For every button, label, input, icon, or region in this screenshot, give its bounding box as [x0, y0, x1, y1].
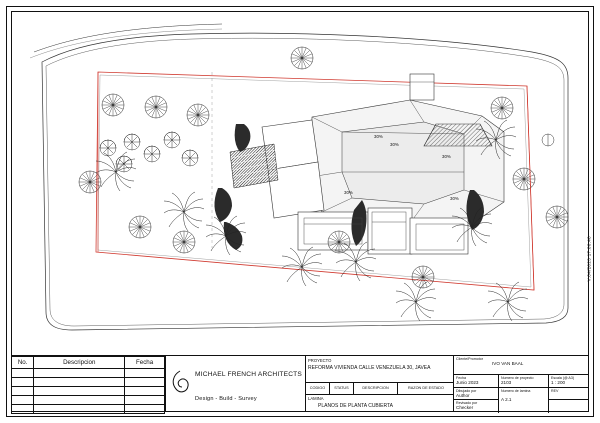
revisado-por-value: Checker	[456, 405, 474, 411]
column-codigo: CODIGO	[306, 382, 330, 394]
revision-cell-descripcion	[34, 369, 125, 378]
revisado-por-label: Revisado por	[456, 401, 478, 405]
numero-lamina-value: A 2.1	[501, 397, 512, 403]
client-label: Cliente/Promotor	[456, 357, 483, 361]
numero-proyecto-cell	[499, 375, 549, 388]
svg-text:30%: 30%	[442, 154, 451, 159]
rev-cell	[549, 388, 589, 400]
revisado-por-cell	[454, 400, 499, 413]
revision-cell-descripcion	[34, 405, 125, 414]
escala-label: Escala (@ A3)	[551, 376, 575, 380]
fecha-value: Junio 2023	[456, 380, 479, 386]
dibujado-por-label: Dibujado por	[456, 389, 477, 393]
table-row[interactable]	[12, 378, 165, 387]
revision-cell-fecha	[125, 378, 165, 387]
client-value: IVO VAN BAAL	[492, 361, 524, 367]
revision-cell-descripcion	[34, 387, 125, 396]
proyecto-value: REFORMA VIVIENDA CALLE VENEZUELA 30, JAVEA	[308, 365, 431, 371]
rev-label: REV	[551, 389, 559, 393]
revision-cell-descripcion	[34, 396, 125, 405]
svg-text:30%: 30%	[344, 190, 353, 195]
table-row[interactable]	[12, 405, 165, 414]
numero-proyecto-value: 2103	[501, 380, 512, 386]
client-cell	[454, 356, 589, 375]
numero-lamina-label: Numero de lamina	[501, 389, 531, 393]
revision-cell-no	[12, 378, 34, 387]
revision-cell-fecha	[125, 369, 165, 378]
svg-text:30%: 30%	[450, 196, 459, 201]
dibujado-por-value: Author	[456, 393, 470, 399]
revision-cell-fecha	[125, 405, 165, 414]
table-row[interactable]	[12, 387, 165, 396]
revision-cell-fecha	[125, 387, 165, 396]
revision-header-fecha: Fecha	[125, 357, 165, 369]
revision-cell-no	[12, 387, 34, 396]
revision-cell-descripcion	[34, 378, 125, 387]
numero-lamina-cell	[499, 388, 549, 413]
table-row[interactable]	[12, 396, 165, 405]
spiral-leaf-logo-icon	[169, 369, 191, 400]
svg-text:30%: 30%	[390, 142, 399, 147]
rev-empty-cell	[549, 400, 589, 413]
architect-name: MICHAEL FRENCH ARCHITECTS	[195, 371, 302, 378]
dibujado-por-cell	[454, 388, 499, 400]
revision-table	[11, 356, 166, 412]
svg-text:30%: 30%	[374, 134, 383, 139]
fecha-label: Fecha	[456, 376, 466, 380]
column-status: STATUS	[330, 382, 354, 394]
lamina-label: LAMINA	[308, 396, 324, 401]
client-info-block	[454, 356, 589, 412]
column-razon-de-estado: RAZON DE ESTADO	[407, 386, 444, 390]
escala-value: 1 : 200	[551, 380, 566, 386]
revision-cell-no	[12, 405, 34, 414]
escala-cell	[549, 375, 589, 388]
lamina-value: PLANOS DE PLANTA CUBIERTA	[318, 403, 394, 409]
revision-header-no: No.	[12, 357, 34, 369]
architect-block	[166, 356, 306, 412]
project-block	[306, 356, 454, 412]
revision-cell-no	[12, 396, 34, 405]
numero-proyecto-label: Numero de proyecto	[501, 376, 534, 380]
column-descripcion: DESCRIPCION	[354, 382, 398, 394]
revision-cell-fecha	[125, 396, 165, 405]
proyecto-label: PROYECTO	[308, 358, 332, 363]
title-block	[11, 355, 589, 412]
revision-cell-no	[12, 369, 34, 378]
site-plan-drawing	[12, 12, 588, 352]
fecha-cell	[454, 375, 499, 388]
architect-tagline: Design - Build - Survey	[195, 396, 257, 402]
sheet-plot-timestamp: V:04/2023 17:06:40	[586, 236, 591, 282]
revision-header-descripcion: Descripcion	[34, 357, 125, 369]
table-row[interactable]	[12, 369, 165, 378]
